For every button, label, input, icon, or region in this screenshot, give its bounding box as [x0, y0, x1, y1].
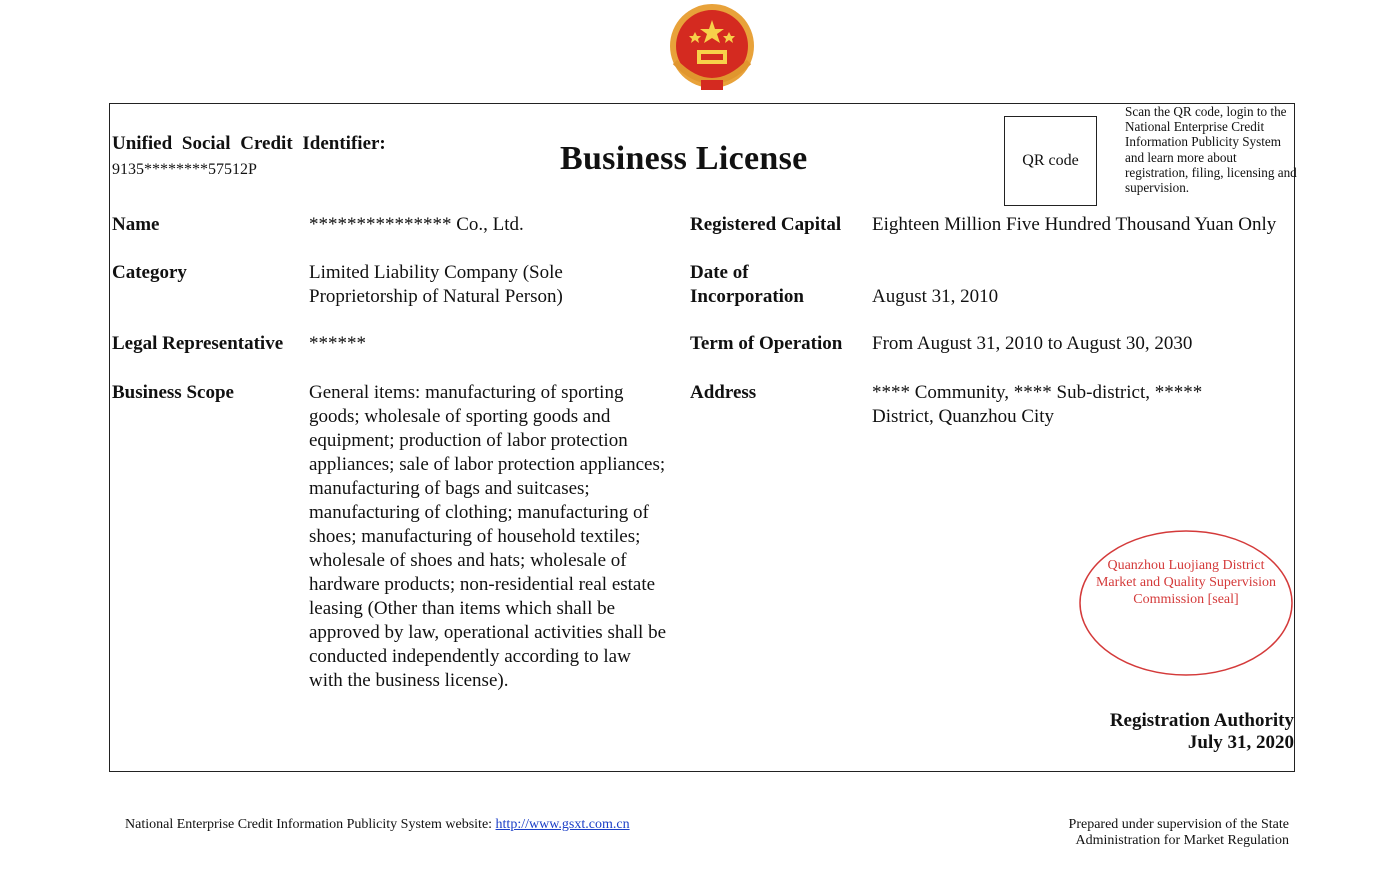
qr-code-placeholder: [1004, 116, 1097, 206]
address-label: Address: [690, 382, 757, 403]
name-label: Name: [112, 214, 160, 235]
scope-value: General items: manufacturing of sporting goods; wholesale of sporting goods and equipment; production of labor protection appliances; sale of labor protection appliances; manufacturing of bags and suitcases; manufacturing of clothing; manufacturing of shoes; manufacturing of household textiles; wholesale of shoes and hats; wholesale of hardware products; non-residential real estate leasing (Other than items which shall be approved by law, operational activities shall be conducted independently according to law with the business license).: [309, 382, 667, 691]
doi-label: Date of Incorporation: [690, 262, 804, 307]
capital-label: Registered Capital: [690, 214, 842, 235]
qr-code-label: QR code: [1022, 152, 1079, 169]
capital-value: Eighteen Million Five Hundred Thousand Yuan Only: [872, 214, 1277, 235]
footer-left: [125, 817, 630, 833]
page-title: Business License: [560, 140, 808, 177]
gsxt-link[interactable]: http://www.gsxt.com.cn: [495, 817, 630, 832]
footer-right-text: Prepared under supervision of the State Administration for Market Regulation: [1068, 817, 1289, 848]
legal-rep-label: Legal Representative: [112, 333, 284, 354]
term-value: From August 31, 2010 to August 30, 2030: [872, 333, 1193, 354]
category-value: Limited Liability Company (Sole Proprietorship of Natural Person): [309, 262, 563, 307]
usc-value: 9135********57512P: [112, 161, 257, 178]
legal-rep-value: ******: [309, 333, 366, 354]
term-label: Term of Operation: [690, 333, 843, 354]
national-emblem-icon: [665, 2, 759, 98]
registration-authority: [1110, 710, 1294, 754]
category-label: Category: [112, 262, 187, 283]
doi-value: August 31, 2010: [872, 286, 999, 307]
address-value: **** Community, **** Sub-district, ***** District, Quanzhou City: [872, 382, 1203, 427]
authority-label: Registration Authority: [1109, 710, 1294, 731]
footer-left-text: National Enterprise Credit Information Publicity System website:: [125, 817, 493, 832]
seal-text: Quanzhou Luojiang District Market and Quality Supervision Commission [seal]: [1095, 558, 1277, 607]
qr-note: Scan the QR code, login to the National Enterprise Credit Information Publicity System and learn more about registration, filing, licensing and supervision.: [1125, 104, 1297, 196]
authority-date: July 31, 2020: [1187, 732, 1294, 753]
usc-label: Unified Social Credit Identifier:: [112, 133, 386, 154]
scope-label: Business Scope: [112, 382, 234, 403]
name-value: *************** Co., Ltd.: [309, 214, 524, 235]
